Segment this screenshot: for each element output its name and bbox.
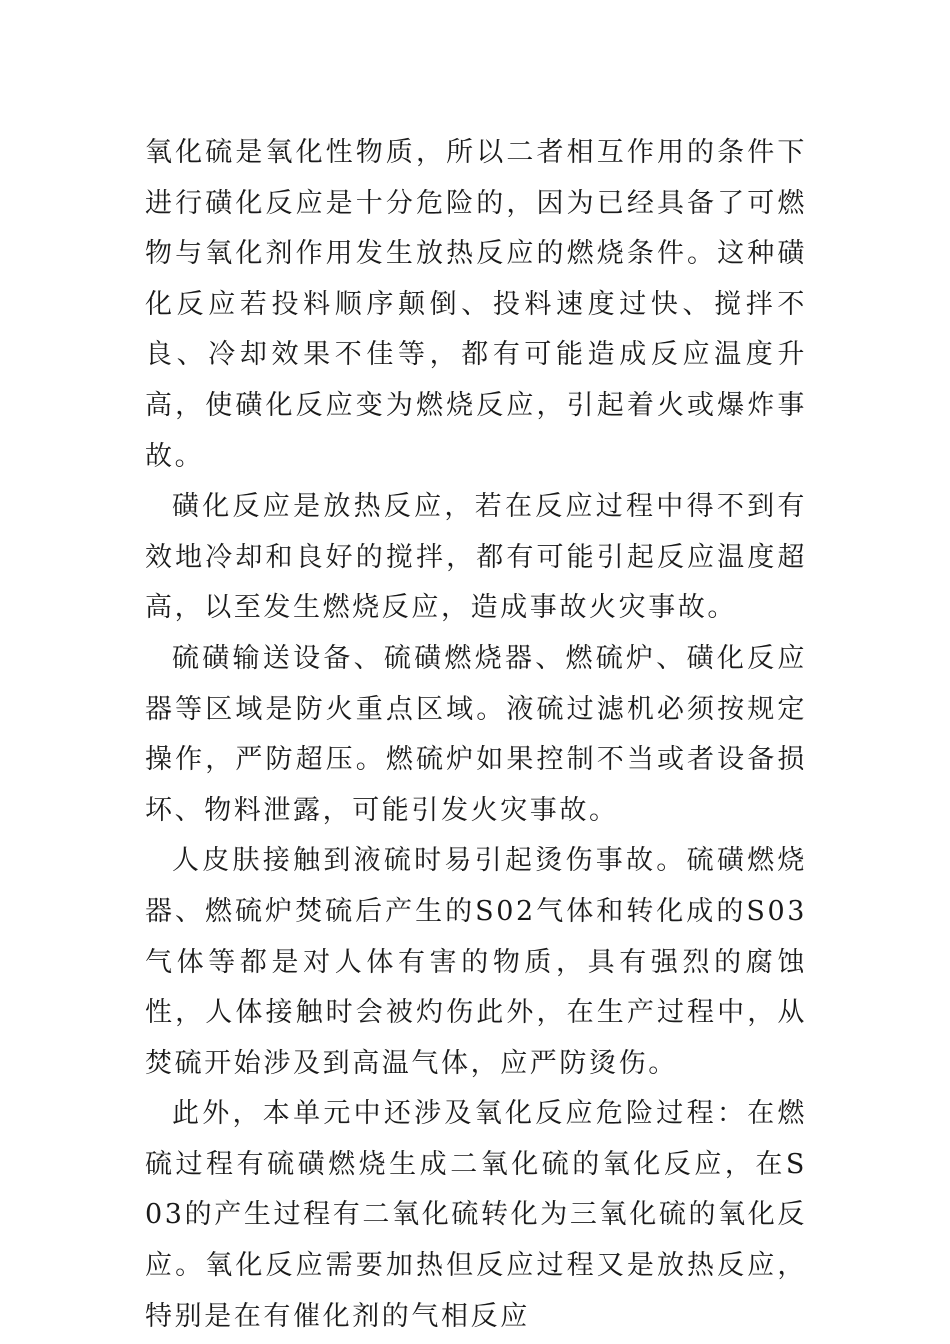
paragraph-exothermic-reaction: 磺化反应是放热反应，若在反应过程中得不到有效地冷却和良好的搅拌，都有可能引起反应温度超高，以至发生燃烧反应，造成事故火灾事故。 — [145, 491, 807, 624]
paragraph-oxidation-hazard: 此外，本单元中还涉及氧化反应危险过程：在燃硫过程有硫磺燃烧生成二氧化硫的氧化反应，在S03的产生过程有二氧化硫转化为三氧化硫的氧化反应。氧化反应需要加热但反应过程又是放热反应，特别是在有催化剂的气相反应 — [145, 1098, 807, 1332]
document-body — [145, 128, 807, 1342]
paragraph-fire-prevention-areas: 硫磺输送设备、硫磺燃烧器、燃硫炉、磺化反应器等区域是防火重点区域。液硫过滤机必须按规定操作，严防超压。燃硫炉如果控制不当或者设备损坏、物料泄露，可能引发火灾事故。 — [145, 642, 807, 826]
paragraph-sulfonation-hazard: 氧化硫是氧化性物质，所以二者相互作用的条件下进行磺化反应是十分危险的，因为已经具备了可燃物与氧化剂作用发生放热反应的燃烧条件。这种磺化反应若投料顺序颠倒、投料速度过快、搅拌不良、冷却效果不佳等，都有可能造成反应温度升高，使磺化反应变为燃烧反应，引起着火或爆炸事故。 — [145, 137, 807, 472]
paragraph-burn-hazard: 人皮肤接触到液硫时易引起烫伤事故。硫磺燃烧器、燃硫炉焚硫后产生的S02气体和转化成的S03气体等都是对人体有害的物质，具有强烈的腐蚀性，人体接触时会被灼伤此外，在生产过程中，从焚硫开始涉及到高温气体，应严防烫伤。 — [145, 845, 807, 1079]
